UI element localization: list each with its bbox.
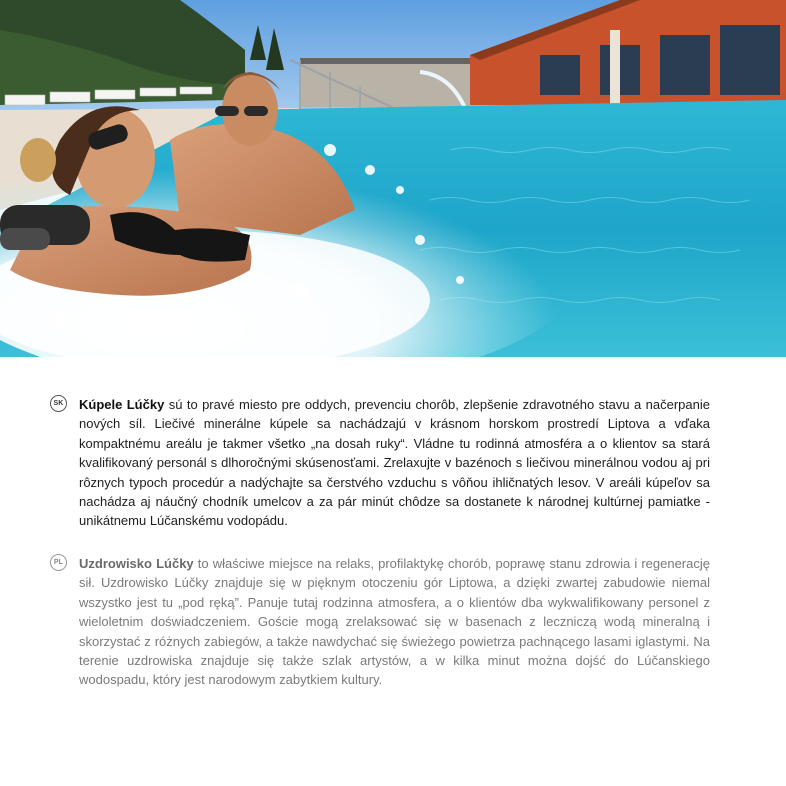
body-polish: to właściwe miejsce na relaks, profilaktykę chorób, poprawę stanu zdrowia i regenerację sił. Uzdrowisko Lúčky znajduje się w pięknym otoczeniu gór Liptowa, a dzięki zwartej zabudowie niemal wszystko jest tu „pod ręką”. Panuje tutaj rodzinna atmosfera, a o klientów dba wykwalifikowany personel z wieloletnim doświadczeniem. Goście mogą zrelaksować się w basenach z leczniczą wodą mineralną i skorzystać z różnych zabiegów, a także nawdychać się świeżego powietrza pachnącego lasami iglastymi. Na terenie uzdrowiska znajduje się także szlak artystów, a w kilka minut można dojść do Lúčanskiego wodospadu, który jest narodowym zabytkiem kultury. bbox=[79, 556, 710, 688]
language-badge-sk: SK bbox=[50, 395, 67, 412]
paragraph-slovak bbox=[79, 395, 710, 531]
spa-pool-photo bbox=[0, 0, 786, 357]
paragraph-polish bbox=[79, 554, 710, 690]
language-badge-pl: PL bbox=[50, 554, 67, 571]
section-polish bbox=[50, 554, 710, 690]
title-slovak: Kúpele Lúčky bbox=[79, 397, 165, 412]
body-slovak: sú to pravé miesto pre oddych, prevenciu chorôb, zlepšenie zdravotného stavu a načerpanie nových síl. Liečivé minerálne kúpele sa nachádzajú v krásnom horskom prostredí Liptova a vďaka kompaktnému areálu je takmer všetko „na dosah ruky“. Vládne tu rodinná atmosféra a o klientov sa stará kvalifikovaný personál s dlhoročnými skúsenosťami. Zrelaxujte v bazénoch s liečivou minerálnou vodou aj pri rôznych typoch procedúr a nadýchajte sa čerstvého vzduchu s vôňou ihličnatých lesov. V areáli kúpeľov sa nachádza aj náučný chodník umelcov a za pár minút chôdze sa dostanete k národnej kultúrnej pamiatke - unikátnemu Lúčanskému vodopádu. bbox=[79, 397, 710, 529]
section-slovak bbox=[50, 395, 710, 531]
title-polish: Uzdrowisko Lúčky bbox=[79, 556, 194, 571]
